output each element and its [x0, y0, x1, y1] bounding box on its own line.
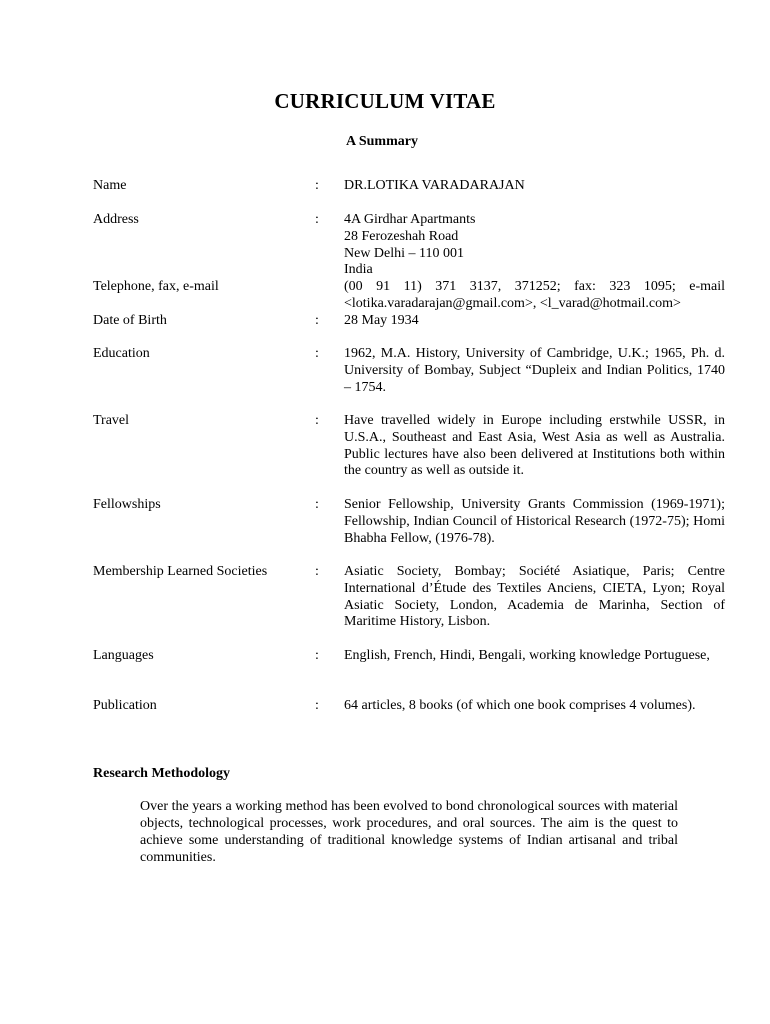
- field-colon: :: [315, 313, 319, 328]
- field-colon: :: [315, 346, 319, 361]
- field-colon: :: [315, 564, 319, 579]
- field-label: Telephone, fax, e-mail: [93, 279, 219, 294]
- address-line: 4A Girdhar Apartmants: [344, 212, 476, 227]
- field-label: Membership Learned Societies: [93, 564, 268, 579]
- field-label: Publication: [93, 698, 157, 713]
- field-value: English, French, Hindi, Bengali, working knowledge Portuguese,: [344, 648, 710, 663]
- document-subtitle: A Summary: [346, 134, 418, 149]
- field-label: Fellowships: [93, 497, 161, 512]
- field-label: Date of Birth: [93, 313, 167, 328]
- field-colon: :: [315, 648, 319, 663]
- field-label: Address: [93, 212, 139, 227]
- field-value: 64 articles, 8 books (of which one book comprises 4 volumes).: [344, 698, 696, 713]
- field-value: Senior Fellowship, University Grants Commission (1969-1971); Fellowship, Indian Council of Historical Research (1972-75); Homi Bhabha Fellow, (1976-78).: [344, 497, 725, 546]
- field-value: (00 91 11) 371 3137, 371252; fax: 323 1095; e-mail <lotika.varadarajan@gmail.com>, <l_varad@hotmail.com>: [344, 279, 725, 311]
- field-colon: :: [315, 413, 319, 428]
- field-label: Languages: [93, 648, 154, 663]
- field-value: 28 May 1934: [344, 313, 419, 328]
- field-colon: :: [315, 497, 319, 512]
- field-label: Name: [93, 178, 127, 193]
- research-paragraph: Over the years a working method has been evolved to bond chronological sources with material objects, technological processes, work procedures, and oral sources. The aim is the quest to achieve some understanding of traditional knowledge systems of Indian artisanal and tribal communities.: [140, 799, 678, 865]
- field-value: 1962, M.A. History, University of Cambridge, U.K.; 1965, Ph. d. University of Bombay, Subject “Dupleix and Indian Politics, 1740 – 1754.: [344, 346, 725, 395]
- address-line: India: [344, 262, 373, 278]
- field-value: Have travelled widely in Europe including erstwhile USSR, in U.S.A., Southeast and East Asia, West Asia as well as Australia. Public lectures have also been delivered at Institutions both within the country as well as outside it.: [344, 413, 725, 479]
- field-colon: :: [315, 212, 319, 227]
- field-label: Travel: [93, 413, 130, 428]
- field-value: [344, 212, 725, 279]
- field-value: DR.LOTIKA VARADARAJAN: [344, 178, 525, 193]
- research-heading: Research Methodology: [93, 766, 230, 781]
- field-value: Asiatic Society, Bombay; Société Asiatique, Paris; Centre International d’Étude des Textiles Anciens, CIETA, Lyon; Royal Asiatic Society, London, Academia de Marinha, Section of Maritime History, Lisbon.: [344, 564, 725, 630]
- field-colon: :: [315, 698, 319, 713]
- field-colon: :: [315, 178, 319, 193]
- address-line: New Delhi – 110 001: [344, 245, 465, 261]
- document-title: CURRICULUM VITAE: [274, 89, 496, 113]
- field-label: Education: [93, 346, 150, 361]
- address-line: 28 Ferozeshah Road: [344, 228, 459, 244]
